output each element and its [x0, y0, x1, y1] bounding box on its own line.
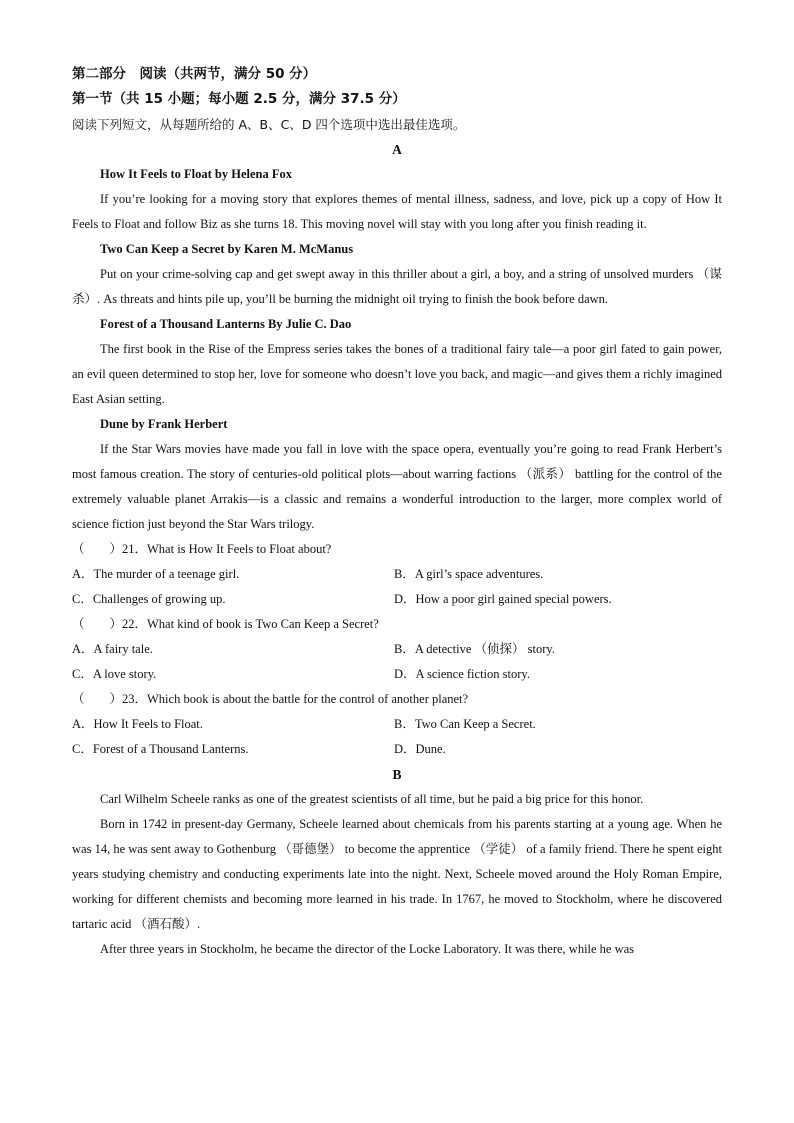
book-entry: [72, 162, 722, 237]
question-21: [72, 537, 722, 612]
option-d[interactable]: D．A science fiction story.: [394, 667, 530, 681]
part-heading: 第二部分 阅读（共两节，满分 50 分）: [72, 66, 317, 82]
section-heading: 第一节（共 15 小题；每小题 2.5 分，满分 37.5 分）: [72, 91, 406, 107]
instruction-text: 阅读下列短文，从每题所给的 A、B、C、D 四个选项中选出最佳选项。: [72, 117, 466, 132]
book-title: Two Can Keep a Secret by Karen M. McManus: [100, 242, 354, 256]
passage-b-paragraph: Carl Wilhelm Scheele ranks as one of the greatest scientists of all time, but he paid a big price for this honor.: [100, 792, 644, 806]
question-stem: （ ）22．What kind of book is Two Can Keep a Secret?: [72, 617, 379, 631]
option-a[interactable]: A．The murder of a teenage girl.: [72, 567, 240, 581]
book-title: How It Feels to Float by Helena Fox: [100, 167, 292, 181]
book-entry: [72, 412, 722, 537]
book-entry: [72, 237, 722, 312]
question-stem: （ ）23．Which book is about the battle for the control of another planet?: [72, 692, 469, 706]
book-description: If you’re looking for a moving story that explores themes of mental illness, sadness, and love, pick up a copy of How It Feels to Float and follow Biz as she turns 18. This moving novel will stay with you long after you finish reading it.: [72, 192, 722, 231]
exam-page: [72, 62, 722, 962]
option-b[interactable]: B．A detective （侦探） story.: [394, 642, 555, 656]
book-description: Put on your crime-solving cap and get swept away in this thriller about a girl, a boy, and a string of unsolved murders （谋杀）. As threats and hints pile up, you’ll be burning the midnight oil trying to finish the book before dawn.: [72, 267, 722, 306]
question-stem: （ ）21．What is How It Feels to Float about?: [72, 542, 332, 556]
passage-b-label: B: [392, 767, 402, 782]
book-entry: [72, 312, 722, 412]
option-d[interactable]: D．How a poor girl gained special powers.: [394, 592, 612, 606]
option-b[interactable]: B．Two Can Keep a Secret.: [394, 717, 536, 731]
answer-options: [72, 637, 722, 687]
book-title: Dune by Frank Herbert: [100, 417, 228, 431]
option-b[interactable]: B．A girl’s space adventures.: [394, 567, 544, 581]
passage-b-paragraph: After three years in Stockholm, he became the director of the Locke Laboratory. It was there, while he was: [100, 942, 635, 956]
question-23: [72, 687, 722, 762]
book-description: If the Star Wars movies have made you fall in love with the space opera, eventually you’re going to read Frank Herbert’s most famous creation. The story of centuries-old political plots—about warring factions （派系） battling for the control of the extremely valuable planet Arrakis—is a classic and remains a wonderful introduction to the larger, more complex world of science fiction just beyond the Star Wars trilogy.: [72, 442, 722, 531]
passage-b-paragraph: Born in 1742 in present-day Germany, Scheele learned about chemicals from his parents starting at a young age. When he was 14, he was sent away to Gothenburg （哥德堡） to become the apprentice （学徒） of a family friend. There he spent eight years studying chemistry and conducting experiments late into the night. Next, Scheele moved around the Holy Roman Empire, working for different chemists and becoming more learned in his trade. In 1767, he moved to Stockholm, where he discovered tartaric acid （酒石酸）.: [72, 817, 722, 931]
book-title: Forest of a Thousand Lanterns By Julie C. Dao: [100, 317, 352, 331]
option-a[interactable]: A．How It Feels to Float.: [72, 717, 203, 731]
answer-options: [72, 562, 722, 612]
option-c[interactable]: C．A love story.: [72, 667, 157, 681]
book-description: The first book in the Rise of the Empress series takes the bones of a traditional fairy tale—a poor girl fated to gain power, an evil queen determined to stop her, love for someone who doesn’t love you back, and magic—and gives them a richly imagined East Asian setting.: [72, 342, 722, 406]
answer-options: [72, 712, 722, 762]
question-22: [72, 612, 722, 687]
option-a[interactable]: A．A fairy tale.: [72, 642, 153, 656]
option-d[interactable]: D．Dune.: [394, 742, 446, 756]
option-c[interactable]: C．Forest of a Thousand Lanterns.: [72, 742, 249, 756]
option-c[interactable]: C．Challenges of growing up.: [72, 592, 226, 606]
passage-a-label: A: [392, 142, 402, 157]
